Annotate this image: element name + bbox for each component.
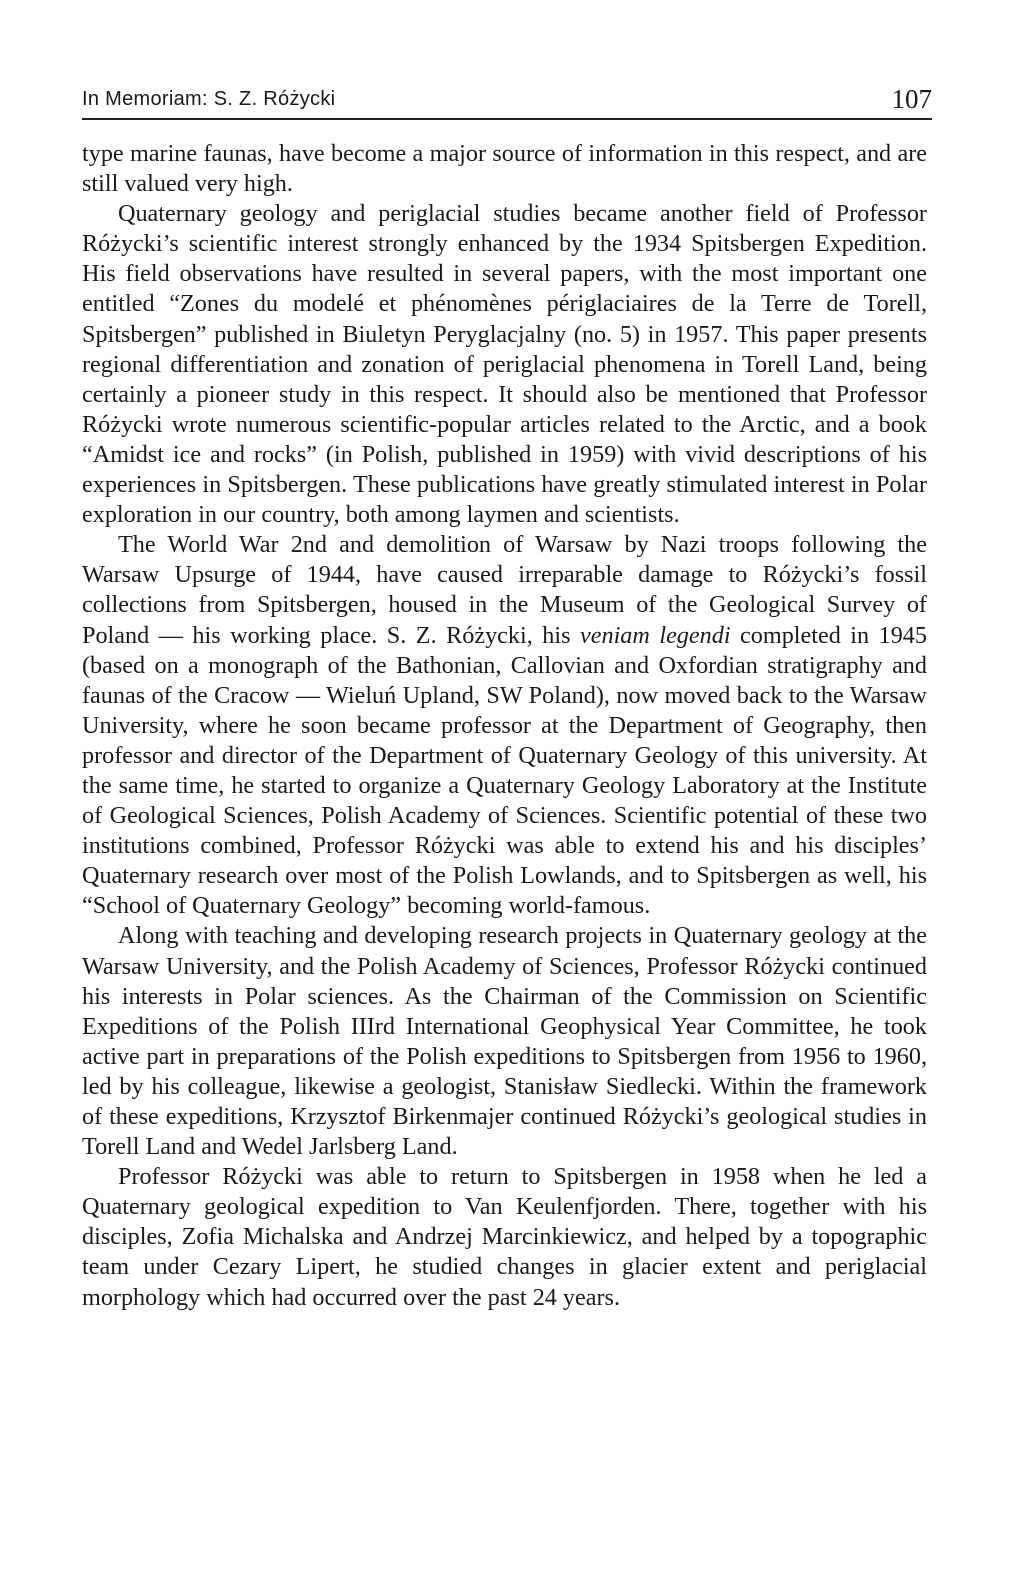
paragraph-polar-sciences: Along with teaching and developing research projects in Quaternary geology at the Warsaw University, and the Polish Academy of Sciences, Professor Różycki continued his interests in Polar sciences. As the Chairman of the Commission on Scientific Expeditions of the Polish IIIrd International Geophysical Year Committee, he took active part in preparations of the Polish expeditions to Spitsbergen from 1956 to 1960, led by his colleague, likewise a geologist, Stanisław Siedlecki. Within the framework of these expeditions, Krzysztof Birkenmajer continued Różycki’s geological studies in Torell Land and Wedel Jarlsberg Land. (82, 922, 927, 1161)
paragraph-quaternary-studies: Quaternary geology and periglacial studies became another field of Professor Różycki’s scientific interest strongly enhanced by the 1934 Spitsbergen Expedition. His field observations have resulted in several papers, with the most important one entitled “Zones du modelé et phénomènes périglaciaires de la Terre de Torell, Spitsbergen” published in Biuletyn Peryglacjalny (no. 5) in 1957. This paper presents regional differentiation and zonation of periglacial phenomena in Torell Land, being certainly a pioneer study in this respect. It should also be mentioned that Professor Różycki wrote numerous scientific-popular articles related to the Arctic, and a book “Amidst ice and rocks” (in Polish, published in 1959) with vivid descriptions of his experiences in Spitsbergen. These publications have greatly stimulated interest in Polar exploration in our country, both among laymen and scientists. (82, 200, 927, 529)
paragraph-world-war (82, 530, 927, 921)
paragraph-text-segment: The World War 2nd and demolition of Warsaw by Nazi troops following the Warsaw Upsurge of 1944, have caused irreparable damage to Różycki’s fossil collections from Spitsbergen, housed in the Museum of the Geological Survey of Poland — his working place. S. Z. Różycki, his (82, 531, 927, 649)
paragraph-text-segment: completed in 1945 (based on a monograph of the Bathonian, Callovian and Oxfordian stratigraphy and faunas of the Cracow — Wieluń Upland, SW Poland), now moved back to the Warsaw University, where he soon became professor at the Department of Geography, then professor and director of the Department of Quaternary Geology of this university. At the same time, he started to organize a Quaternary Geology Laboratory at the Institute of Geological Sciences, Polish Academy of Sciences. Scientific potential of these two institutions combined, Professor Różycki was able to extend his and his disciples’ Quaternary research over most of the Polish Lowlands, and to Spitsbergen as well, his “School of Quaternary Geology” becoming world-famous. (82, 621, 927, 920)
page-number: 107 (891, 84, 932, 114)
paragraph-continued: type marine faunas, have become a major source of information in this respect, and are still valued very high. (82, 140, 927, 198)
italic-phrase: veniam legendi (580, 621, 731, 649)
running-title: In Memoriam: S. Z. Różycki (82, 88, 336, 110)
paragraph-return-to-spitsbergen: Professor Różycki was able to return to Spitsbergen in 1958 when he led a Quaternary geological expedition to Van Keulenfjorden. There, together with his disciples, Zofia Michalska and Andrzej Marcinkiewicz, and helped by a topographic team under Cezary Lipert, he studied changes in glacier extent and periglacial morphology which had occurred over the past 24 years. (82, 1163, 927, 1311)
running-header (82, 84, 932, 120)
article-body (82, 139, 927, 1313)
